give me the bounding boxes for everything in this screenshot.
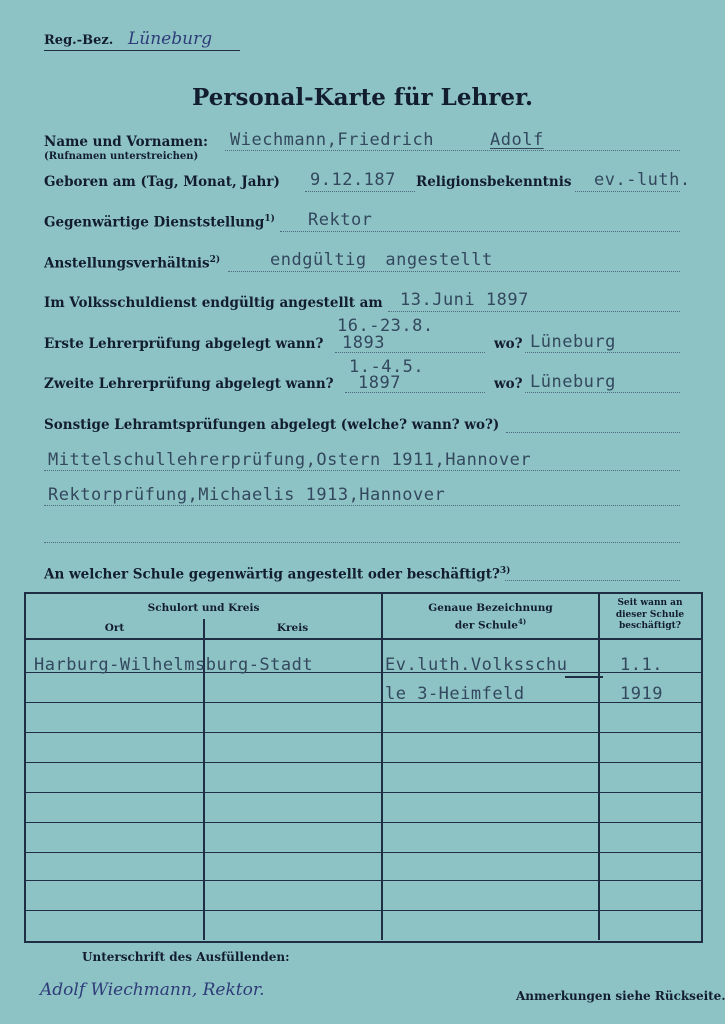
page-title: Personal-Karte für Lehrer.: [192, 84, 533, 111]
name-dots: [225, 150, 680, 151]
second-exam-year: 1897: [358, 373, 401, 393]
other-exam-1-dots: [44, 470, 680, 471]
school-table: [24, 592, 703, 943]
born-dots: [305, 191, 415, 192]
other-exams-dots: [506, 432, 680, 433]
other-exam-1: Mittelschullehrerprüfung,Ostern 1911,Hannover: [48, 450, 532, 470]
table-rule: [26, 702, 701, 703]
born-value: 9.12.187: [310, 170, 396, 190]
other-exam-2: Rektorprüfung,Michaelis 1913,Hannover: [48, 485, 446, 505]
religion-dots: [575, 191, 680, 192]
name-value: Wiechmann,Friedrich: [230, 130, 434, 150]
table-header-ort: Ort: [104, 622, 125, 634]
rufname-value: Adolf: [490, 130, 544, 150]
position-label: Gegenwärtige Dienststellung$^{1)}$: [44, 214, 275, 231]
table-rule: [26, 762, 701, 763]
row2-school: le 3-Heimfeld: [385, 684, 525, 704]
table-header-rule: [26, 638, 701, 640]
other-exam-3-dots: [44, 542, 680, 543]
table-rule: [26, 880, 701, 881]
second-exam-label: Zweite Lehrerprüfung abgelegt wann?: [44, 376, 334, 392]
first-exam-where-label: wo?: [494, 336, 523, 352]
born-label: Geboren am (Tag, Monat, Jahr): [44, 174, 280, 190]
employment-value: endgültig angestellt: [270, 250, 493, 270]
remarks-note: Anmerkungen siehe Rückseite.: [516, 989, 725, 1003]
religion-label: Religionsbekenntnis: [416, 174, 572, 190]
table-rule: [26, 910, 701, 911]
table-header-kreis: Kreis: [276, 622, 309, 634]
first-exam-dates: 16.-23.8.: [337, 316, 434, 336]
employment-label: Anstellungsverhältnis$^{2)}$: [44, 255, 221, 272]
second-exam-where-dots: [525, 392, 680, 393]
first-exam-where-dots: [525, 352, 680, 353]
table-header-since: Seit wann an dieser Schule beschäftigt?: [615, 598, 685, 631]
other-exam-2-dots: [44, 505, 680, 506]
first-exam-dots: [335, 352, 485, 353]
table-rule: [26, 792, 701, 793]
first-exam-where: Lüneburg: [530, 332, 616, 352]
second-exam-dots: [345, 392, 485, 393]
table-rule: [26, 732, 701, 733]
second-exam-where: Lüneburg: [530, 372, 616, 392]
name-sub-label: (Rufnamen unterstreichen): [44, 151, 199, 162]
reg-bez-underline: [44, 50, 240, 51]
table-vline-kreis: [381, 594, 383, 940]
position-dots: [280, 231, 680, 232]
first-exam-label: Erste Lehrerprüfung abgelegt wann?: [44, 336, 324, 352]
other-exams-label: Sonstige Lehramtsprüfungen abgelegt (welche? wann? wo?): [44, 417, 500, 433]
volksschule-label: Im Volksschuldienst endgültig angestellt am: [44, 295, 383, 311]
school-label: An welcher Schule gegenwärtig angestellt oder beschäftigt?$^{3)}$: [44, 566, 511, 583]
table-header-schulort: Schulort und Kreis: [147, 602, 260, 614]
table-vline-school: [598, 594, 600, 940]
religion-value: ev.-luth.: [594, 170, 691, 190]
second-exam-dates: 1.-4.5.: [349, 357, 425, 377]
school-dots: [505, 580, 680, 581]
school-name-underline: [565, 676, 603, 678]
row2-since: 1919: [620, 684, 663, 704]
table-rule: [26, 852, 701, 853]
second-exam-where-label: wo?: [494, 376, 523, 392]
volksschule-dots: [388, 311, 680, 312]
row1-school: Ev.luth.Volksschu: [385, 655, 568, 675]
signature: Adolf Wiechmann, Rektor.: [40, 980, 265, 1000]
signature-label: Unterschrift des Ausfüllenden:: [82, 950, 290, 964]
table-header-school: Genaue Bezeichnung der Schule$^{4)}$: [428, 602, 553, 632]
name-label: Name und Vornamen:: [44, 134, 209, 150]
position-value: Rektor: [308, 210, 373, 230]
table-rule: [26, 822, 701, 823]
row1-since: 1.1.: [620, 655, 663, 675]
employment-dots: [228, 271, 680, 272]
reg-bez-value: Lüneburg: [128, 29, 213, 49]
volksschule-value: 13.Juni 1897: [400, 290, 529, 310]
row1-place: Harburg-Wilhelmsburg-Stadt: [34, 655, 314, 675]
reg-bez-label: Reg.-Bez.: [44, 33, 114, 48]
first-exam-year: 1893: [342, 333, 385, 353]
